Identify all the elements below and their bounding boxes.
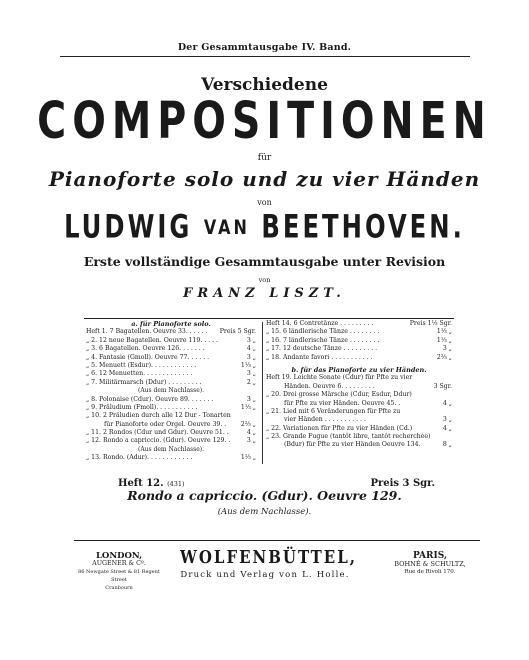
entry-title: Heft 1. 7 Bagatellen. Oeuvre 33. . . . . . <box>86 328 208 336</box>
catalog-entry <box>266 416 452 424</box>
catalog-entry <box>86 429 256 437</box>
entry-title: „ 15. 6 ländlerische Tänze . . . . . . . . <box>266 328 380 336</box>
catalog-entry <box>266 425 452 433</box>
entry-price: Preis 5 Sgr. <box>219 328 256 336</box>
entry-price: 1⅓ „ <box>436 328 452 336</box>
catalog-entry <box>86 345 256 353</box>
catalog-entry <box>266 345 452 353</box>
title-verschiedene: Verschiedene <box>201 75 328 95</box>
catalog-entry <box>266 354 452 362</box>
section-heading: b. für das Pianoforte zu vier Händen. <box>291 365 427 374</box>
entry-price: 3 „ <box>246 336 256 344</box>
entry-title: „ 4. Fantasie (Gmoll). Oeuvre 77. . . . . . <box>86 353 210 361</box>
catalog-left-column <box>86 320 256 463</box>
entry-title: „ 7. Militärmarsch (Ddur) . . . . . . . . . <box>86 378 202 386</box>
catalog-entry <box>86 396 256 404</box>
paris-name: BOHNÉ & SCHULTZ, <box>394 560 466 568</box>
entry-price: 3 „ <box>246 370 256 378</box>
entry-price: 3 „ <box>246 353 256 361</box>
entry-title: „ 20. Drei grosse Märsche (Cdur, Esdur, Ddur) <box>266 391 412 399</box>
editor-von: von <box>258 276 271 284</box>
composer-name <box>0 209 529 246</box>
featured-heft-number: Heft 12. <box>118 478 164 489</box>
entry-title: „ 12. Rondo a capriccio. (Gdur). Oeuvre 129. . <box>86 437 231 445</box>
london-addr2: Cranbourn <box>105 585 133 591</box>
entry-title: „ 13. Rondo. (Adur). . . . . . . . . . . . <box>86 454 193 462</box>
entry-price: 1⅓ „ <box>240 361 256 369</box>
catalog-divider <box>262 322 263 464</box>
catalog-entry <box>86 454 256 462</box>
title-fur: für <box>257 153 272 163</box>
catalog-entry <box>86 387 256 395</box>
entry-title: „ 11. 2 Rondos (Cdur und Gdur). Oeuvre 51. . <box>86 429 229 437</box>
entry-price: 2⅔ „ <box>240 420 256 428</box>
entry-title: Händen. Oeuvre 6. . . . . . . . . <box>284 382 375 390</box>
edition-line: Erste vollständige Gesammtausgabe unter Revision <box>83 254 446 269</box>
catalog-entry <box>266 337 452 345</box>
featured-title: Rondo a capriccio. (Gdur). Oeuvre 129. <box>127 488 402 503</box>
composer-first: LUDWIG <box>64 208 193 247</box>
composer-van: VAN <box>203 216 250 239</box>
wolfenbuttel-city: WOLFENBÜTTEL, <box>180 546 358 568</box>
entry-price: 3 „ <box>442 416 452 424</box>
catalog-entry <box>266 328 452 336</box>
featured-price: Preis 3 Sgr. <box>370 478 435 489</box>
entry-price: Preis 1⅓ Sgr. <box>409 320 452 327</box>
entry-price: 4 „ <box>442 424 452 432</box>
catalog-entry <box>86 437 256 445</box>
entry-title: „ 23. Grande Fugue (tantôt libre, tantôt recherchée) <box>266 433 431 441</box>
catalog-entry <box>266 441 452 449</box>
entry-price: 4 „ <box>442 399 452 407</box>
entry-price: 8 „ <box>442 441 452 449</box>
druck-line: Druck und Verlag von L. Holle. <box>180 570 350 580</box>
editor-name: FRANZ LISZT. <box>183 286 346 301</box>
entry-price: 2⅔ „ <box>436 353 452 361</box>
london-city: LONDON, <box>95 551 143 561</box>
entry-price: 1⅓ „ <box>436 336 452 344</box>
catalog-entry <box>86 421 256 429</box>
publisher-wolfenbuttel <box>180 546 358 580</box>
entry-title: (Aus dem Nachlasse). <box>137 445 205 453</box>
publisher-paris <box>380 552 480 576</box>
entry-price: 4 „ <box>246 345 256 353</box>
entry-price: 3 „ <box>246 395 256 403</box>
bottom-rule <box>74 540 480 541</box>
entry-title: „ 9. Präludium (Fmoll). . . . . . . . . . . <box>86 403 198 411</box>
catalog-entry <box>266 408 452 416</box>
catalog-entry <box>86 404 256 412</box>
entry-title: „ 6. 12 Menuetten. . . . . . . . . . . . . <box>86 370 193 378</box>
featured-note: (Aus dem Nachlasse). <box>217 507 312 517</box>
entry-title: Heft 19. Leichte Sonate (Cdur) für Pfte zu vier <box>266 374 413 382</box>
title-instrument: Pianoforte solo und zu vier Händen <box>48 167 481 191</box>
entry-title: „ 18. Andante favori . . . . . . . . . . . <box>266 353 373 361</box>
section-heading: a. für Pianoforte solo. <box>131 320 211 328</box>
top-rule <box>60 56 470 57</box>
entry-title: „ 8. Polonaise (Cdur). Oeuvre 89. . . . . . . <box>86 395 214 403</box>
entry-title: „ 16. 7 ländlerische Tänze . . . . . . . . <box>266 336 380 344</box>
catalog-entry <box>86 370 256 378</box>
entry-price: 4 „ <box>246 429 256 437</box>
catalog-entry <box>86 337 256 345</box>
entry-title: „ 5. Menuett (Esdur). . . . . . . . . . . . <box>86 361 197 369</box>
catalog-entry <box>86 446 256 454</box>
catalog-entry <box>86 328 256 336</box>
catalog-entry <box>86 362 256 370</box>
entry-price: 2 „ <box>246 378 256 386</box>
entry-title: Heft 14. 6 Contretänze . . . . . . . . . <box>266 320 374 327</box>
catalog-entry <box>266 400 452 408</box>
publisher-london <box>74 552 164 592</box>
catalog-entry <box>266 383 452 391</box>
entry-title: (Bdur) für Pfte zu vier Händen Oeuvre 134. <box>284 441 421 449</box>
entry-price: 3 „ <box>442 345 452 353</box>
entry-title: vier Händen . . . . . . . . . . . <box>284 416 367 424</box>
featured-plate: (431) <box>167 480 185 488</box>
entry-title: „ 21. Lied mit 6 Veränderungen für Pfte zu <box>266 407 401 415</box>
catalog-entry <box>266 320 452 328</box>
entry-price: 1⅓ „ <box>240 403 256 411</box>
catalog-top-rule <box>84 318 454 319</box>
entry-title: „ 2. 12 neue Bagatellen. Oeuvre 119. . . . . <box>86 336 219 344</box>
catalog-entry <box>266 391 452 399</box>
london-name: AUGENER & Cº. <box>92 560 146 567</box>
entry-title: für Pfte zu vier Händen. Oeuvre 45. . <box>284 399 401 407</box>
composer-last: BEETHOVEN. <box>261 208 465 247</box>
entry-title: „ 17. 12 deutsche Tänze . . . . . . . . . <box>266 345 378 353</box>
entry-title: „ 3. 6 Bagatellen. Oeuvre 126. . . . . . . <box>86 345 205 353</box>
series-header: Der Gesammtausgabe IV. Band. <box>177 42 352 53</box>
entry-price: 3 „ <box>246 437 256 445</box>
catalog-entry <box>86 412 256 420</box>
title-von: von <box>257 198 272 207</box>
london-addr1: 86 Newgate Street & 81 Regent Street <box>78 569 160 583</box>
paris-city: PARIS, <box>412 551 448 561</box>
catalog-right-column <box>266 320 452 450</box>
catalog-entry <box>86 354 256 362</box>
catalog-entry <box>266 374 452 382</box>
entry-title: für Pianoforte oder Orgel. Oeuvre 39. . <box>104 420 227 428</box>
paris-addr: Rue de Rivoli 170. <box>404 569 456 575</box>
entry-title: „ 22. Variationen für Pfte zu vier Händen (Cd.) <box>266 424 413 432</box>
title-compositionen: COMPOSITIONEN <box>37 92 492 151</box>
entry-price: 3 Sgr. <box>433 382 452 390</box>
entry-title: (Aus dem Nachlasse). <box>137 387 205 395</box>
catalog-entry <box>86 379 256 387</box>
catalog-entry <box>266 433 452 441</box>
entry-price: 1⅓ „ <box>240 454 256 462</box>
entry-title: „ 10. 2 Präludien durch alle 12 Dur - Tonarten <box>86 412 231 420</box>
